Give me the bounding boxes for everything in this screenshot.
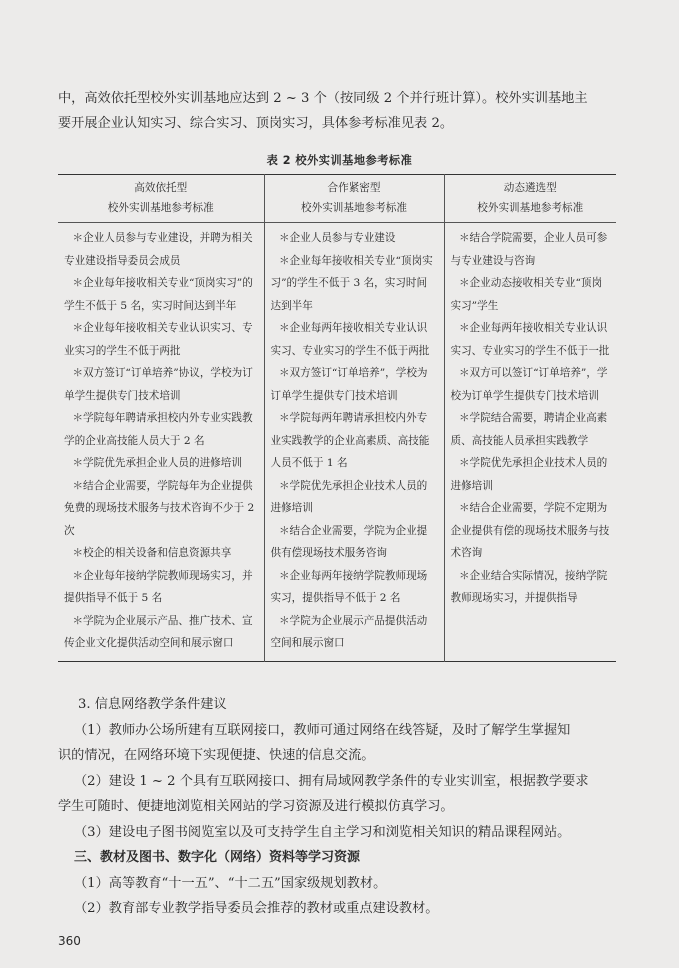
paragraph-5 — [58, 896, 638, 921]
paragraph-1-line-2: 识的情况，在网络环境下实现便捷、快速的信息交流。 — [58, 748, 375, 763]
paragraph-4 — [58, 871, 638, 896]
col-1-item: ＊企业人员参与专业建设，并聘为相关专业建设指导委员会成员 — [64, 232, 253, 267]
paragraph-2 — [58, 769, 638, 819]
section-heading-resources-text: 三、教材及图书、数字化（网络）资料等学习资源 — [74, 850, 361, 865]
col-2-item: ＊企业每两年接纳学院教师现场实习，提供指导不低于 2 名 — [270, 569, 428, 604]
col-3-item: ＊结合企业需要，学院不定期为企业提供有偿的现场技术服务与技术咨询 — [450, 502, 610, 559]
reference-standards-table — [58, 174, 616, 662]
col-2-item: ＊企业人员参与专业建设 — [278, 232, 396, 244]
col-1-item: ＊学院为企业展示产品、推广技术、宣传企业文化提供活动空间和展示窗口 — [64, 614, 253, 649]
table-header-row — [58, 175, 616, 223]
intro-line-1: 中，高效依托型校外实训基地应达到 2 ~ 3 个（按同级 2 个并行班计算）。校外实训基地主 — [58, 91, 588, 106]
header-col-1-line-1: 高效依托型 — [134, 182, 188, 194]
section-heading-resources — [58, 845, 638, 870]
paragraph-5-line-1: （2）教育部专业教学指导委员会推荐的教材或重点建设教材。 — [74, 901, 439, 916]
paragraph-1-line-1: （1）教师办公场所建有互联网接口，教师可通过网络在线答疑，及时了解学生掌握知 — [74, 723, 571, 738]
paragraph-3-line-1: （3）建设电子图书阅览室以及可支持学生自主学习和浏览相关知识的精品课程网站。 — [74, 825, 571, 840]
col-3-item: ＊企业动态接收相关专业“顶岗实习”学生 — [450, 277, 603, 312]
col-2-item: ＊结合企业需要，学院为企业提供有偿现场技术服务咨询 — [270, 524, 428, 559]
intro-paragraph — [58, 86, 638, 136]
paragraph-4-line-1: （1）高等教育“十一五”、“十二五”国家级规划教材。 — [74, 876, 387, 891]
col-3-cell — [444, 223, 616, 662]
col-1-item: ＊双方签订“订单培养”协议，学校为订单学生提供专门技术培训 — [64, 367, 253, 402]
intro-line-2: 要开展企业认知实习、综合实习、顶岗实习，具体参考标准见表 2。 — [58, 116, 454, 131]
col-2-item: ＊学院每两年聘请承担校内外专业实践教学的企业高素质、高技能人员不低于 1 名 — [270, 412, 430, 469]
col-2-item: ＊学院优先承担企业技术人员的进修培训 — [270, 479, 428, 514]
paragraph-2-line-2: 学生可随时、便捷地浏览相关网站的学习资源及进行模拟仿真学习。 — [58, 799, 454, 814]
col-1-item: ＊企业每年接纳学院教师现场实习，并提供指导不低于 5 名 — [64, 569, 253, 604]
table-caption: 表 2 校外实训基地参考标准 — [266, 154, 413, 167]
col-1-item: ＊校企的相关设备和信息资源共享 — [72, 547, 232, 559]
col-3-item: ＊结合学院需要，企业人员可参与专业建设与咨询 — [450, 232, 608, 267]
col-3-item: ＊双方可以签订“订单培养”，学校为订单学生提供专门技术培训 — [450, 367, 608, 402]
paragraph-1 — [58, 718, 638, 768]
paragraph-3 — [58, 820, 638, 845]
col-3-item: ＊企业每两年接收相关专业认识实习、专业实习的学生不低于一批 — [450, 322, 610, 357]
col-1-item: ＊结合企业需要，学院每年为企业提供免费的现场技术服务与技术咨询不少于 2 次 — [64, 479, 255, 537]
col-1-item: ＊企业每年接收相关专业认识实习、专业实习的学生不低于两批 — [64, 322, 253, 357]
header-col-2-line-2: 校外实训基地参考标准 — [301, 202, 407, 214]
header-col-2-line-1: 合作紧密型 — [327, 182, 381, 194]
col-3-item: ＊企业结合实际情况，接纳学院教师现场实习，并提供指导 — [450, 569, 608, 604]
col-3-item: ＊学院结合需要，聘请企业高素质、高技能人员承担实践教学 — [450, 412, 608, 447]
col-1-cell — [58, 223, 264, 662]
col-1-item: ＊企业每年接收相关专业“顶岗实习”的学生不低于 5 名，实习时间达到半年 — [64, 277, 253, 312]
paragraph-2-line-1: （2）建设 1 ~ 2 个具有互联网接口、拥有局域网教学条件的专业实训室，根据教学要求 — [74, 774, 589, 789]
table-body-row — [58, 223, 616, 662]
col-1-item: ＊学院优先承担企业人员的进修培训 — [72, 457, 242, 469]
col-2-cell — [264, 223, 444, 662]
page-number: 360 — [58, 934, 81, 948]
col-2-item: ＊学院为企业展示产品提供活动空间和展示窗口 — [270, 614, 428, 649]
section-heading-network: 3. 信息网络教学条件建议 — [78, 697, 227, 712]
header-col-2 — [264, 175, 444, 223]
col-2-item: ＊企业每年接收相关专业“顶岗实习”的学生不低于 3 名，实习时间达到半年 — [270, 254, 433, 312]
header-col-1-line-2: 校外实训基地参考标准 — [107, 202, 214, 214]
col-3-item: ＊学院优先承担企业技术人员的进修培训 — [450, 457, 608, 492]
header-col-3 — [444, 175, 616, 223]
header-col-1 — [58, 175, 264, 223]
col-2-item: ＊双方签订“订单培养”，学校为订单学生提供专门技术培训 — [270, 367, 428, 402]
header-col-3-line-2: 校外实训基地参考标准 — [477, 202, 584, 214]
header-col-3-line-1: 动态遴选型 — [503, 182, 557, 194]
col-1-item: ＊学院每年聘请承担校内外专业实践教学的企业高技能人员大于 2 名 — [64, 412, 253, 447]
col-2-item: ＊企业每两年接收相关专业认识实习、专业实习的学生不低于两批 — [270, 322, 430, 357]
